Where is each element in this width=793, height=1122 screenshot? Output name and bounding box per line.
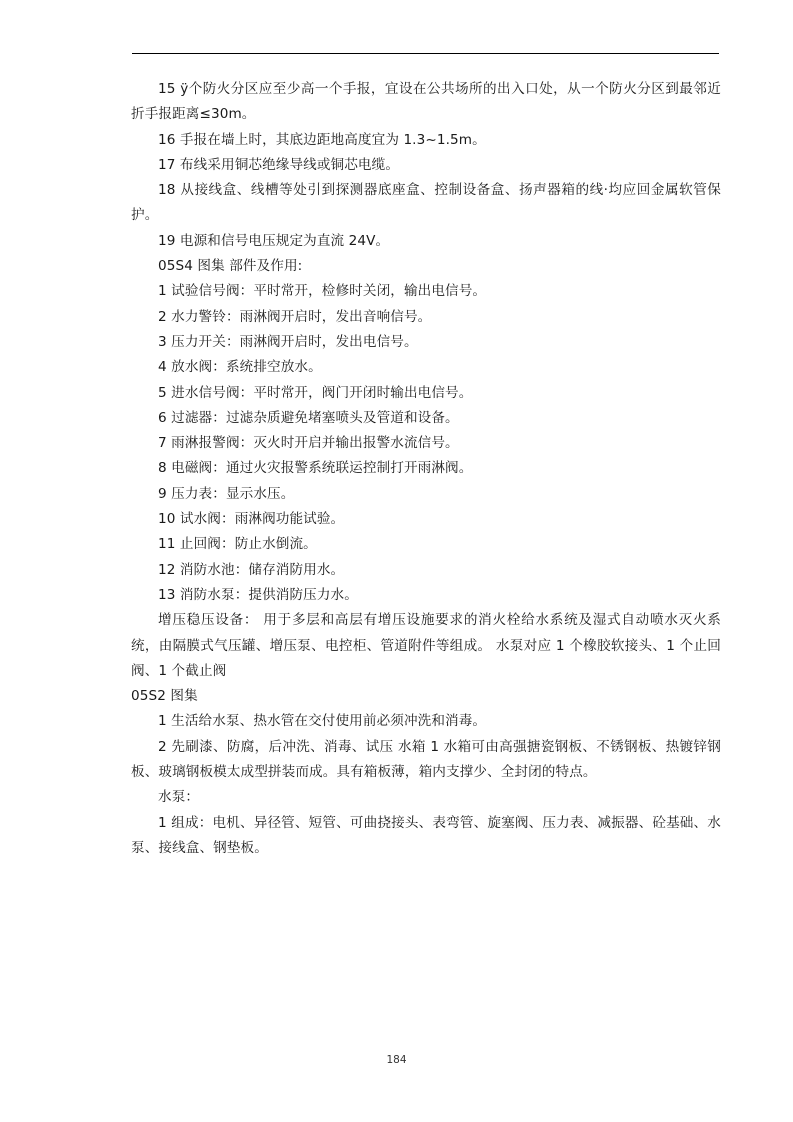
paragraph-1: 15 ÿ个防火分区应至少高一个手报，宜设在公共场所的出入口处，从一个防火分区到最邻近折手报距离≤30m。 [131,81,721,123]
paragraph-3: 17 布线采用铜芯绝缘导线或铜芯电缆。 [158,156,400,173]
section-heading-05s2: 05S2 图集 [131,688,198,705]
header-rule [132,53,719,54]
list-item-5: 5 进水信号阀：平时常开，阀门开闭时输出电信号。 [158,384,473,401]
list-item-8: 8 电磁阀：通过火灾报警系统联运控制打开雨淋阀。 [158,460,473,477]
page-number: 184 [386,1054,407,1066]
list-item-2: 2 水力警铃：雨淋阀开启时，发出音响信号。 [158,308,432,325]
list-item-12: 12 消防水池：储存消防用水。 [158,561,345,578]
list-item-7: 7 雨淋报警阀：灭火时开启并输出报警水流信号。 [158,435,459,452]
section-heading-05s4: 05S4 图集 部件及作用: [158,258,303,275]
subheading-pump: 水泵： [158,789,200,806]
list-item-9: 9 压力表：显示水压。 [158,485,295,502]
list-item-11: 11 止回阀：防止水倒流。 [158,536,317,553]
list-item-1: 1 试验信号阀：平时常开，检修时关闭，输出电信号。 [158,283,487,300]
paragraph-2: 16 手报在墙上时，其底边距地高度宜为 1.3~1.5m。 [158,131,486,148]
paragraph-5: 19 电源和信号电压规定为直流 24V。 [158,232,390,249]
list-item-13: 13 消防水泵：提供消防压力水。 [158,586,358,603]
document-body [131,77,721,861]
list-item-05s2-2: 2 先刷漆、防腐，后冲洗、消毒、试压 水箱 1 水箱可由高强搪瓷钢板、不锈钢板、热镀锌钢板、玻璃钢板模太成型拼装而成。具有箱板薄，箱内支撑少、全封闭的特点。 [131,738,721,781]
list-item-6: 6 过滤器：过滤杂质避免堵塞喷头及管道和设备。 [158,409,459,426]
list-item-3: 3 压力开关：雨淋阀开启时，发出电信号。 [158,333,418,350]
list-item-05s2-1: 1 生活给水泵、热水管在交付使用前必须冲洗和消毒。 [158,713,487,730]
list-item-pump-1: 1 组成：电机、异径管、短管、可曲挠接头、表弯管、旋塞阀、压力表、减振器、砼基础、水泵、接线盒、钢垫板。 [131,814,721,856]
paragraph-booster-equipment: 增压稳压设备： 用于多层和高层有增压设施要求的消火栓给水系统及湿式自动喷水灭火系统，由隔膜式气压罐、增压泵、电控柜、管道附件等组成。 水泵对应 1 个橡胶软接头、1 个止回阀、1 个截止阀 [131,612,721,679]
list-item-4: 4 放水阀：系统排空放水。 [158,359,322,376]
list-item-10: 10 试水阀：雨淋阀功能试验。 [158,511,345,528]
paragraph-4: 18 从接线盒、线槽等处引到探测器底座盒、控制设备盒、扬声器箱的线·均应回金属软管保护。 [131,182,721,224]
